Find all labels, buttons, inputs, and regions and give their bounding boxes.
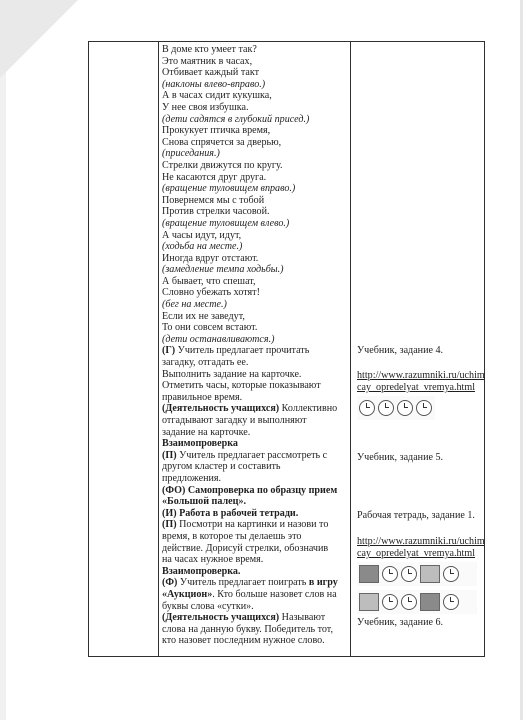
clock-icon (378, 400, 394, 416)
daily-routine-image-1 (357, 562, 477, 586)
text-line (162, 102, 348, 114)
text-fragment: Коллективно (279, 403, 338, 415)
text-fragment: кто назовет последним нужное слово. (162, 635, 325, 647)
text-fragment: правильное время. (162, 391, 243, 403)
text-line (162, 496, 348, 508)
text-line (162, 114, 348, 126)
text-line (162, 624, 348, 636)
textbook-task-6: Учебник, задание 6. (357, 617, 444, 628)
text-line (162, 264, 348, 276)
clocks-card-image (357, 396, 435, 420)
text-fragment: в игру (308, 577, 338, 589)
table-bottom-border (88, 656, 485, 657)
text-fragment: Отбивает каждый такт (162, 67, 260, 79)
text-fragment: другом кластер и составить (162, 461, 281, 473)
clock-icon (443, 566, 459, 582)
text-line (162, 218, 348, 230)
text-fragment: Отметить часы, которые показывают (162, 380, 321, 392)
text-fragment: «Большой палец». (162, 496, 247, 508)
text-fragment: (И) Работа в рабочей тетради. (162, 507, 299, 519)
text-line (162, 276, 348, 288)
text-fragment: . Кто больше назовет слов на (212, 588, 337, 600)
text-fragment: действие. Дорисуй стрелки, обозначив (162, 542, 329, 554)
scan-edge (0, 0, 6, 720)
text-line (162, 287, 348, 299)
text-line (162, 403, 348, 415)
text-line (162, 438, 348, 450)
text-fragment: (Деятельность учащихся) (162, 612, 280, 624)
text-line (162, 67, 348, 79)
text-fragment: (ходьба на месте.) (162, 241, 243, 253)
text-line (162, 369, 348, 381)
text-fragment: Прокукует птичка время, (162, 125, 271, 137)
folded-page-corner (0, 0, 78, 78)
routine-picture (359, 593, 379, 611)
text-fragment: отгадывают загадку и выполняют (162, 415, 307, 426)
text-line (162, 357, 348, 369)
text-line (162, 311, 348, 323)
text-fragment: на часах нужное время. (162, 554, 264, 566)
text-line (162, 519, 348, 531)
text-fragment: Повернемся мы с тобой (162, 194, 265, 206)
text-line (162, 392, 348, 404)
text-line (162, 206, 348, 218)
text-fragment: Если их не заведут, (162, 310, 245, 322)
text-fragment: предложения. (162, 472, 222, 484)
text-fragment: Снова спрячется за дверью, (162, 136, 282, 148)
text-fragment: Не касаются друг друга. (162, 171, 267, 183)
text-fragment: А бывает, что спешат, (162, 275, 256, 287)
text-line (162, 253, 348, 265)
text-line (162, 635, 348, 647)
text-fragment: В доме кто умеет так? (162, 44, 257, 55)
text-fragment: Это маятник в часах, (162, 55, 253, 67)
clock-icon (401, 594, 417, 610)
text-fragment: (замедление темпа ходьбы.) (162, 264, 284, 276)
table-left-border (88, 41, 89, 657)
text-line (162, 589, 348, 601)
text-fragment: время, в которое ты делаешь это (162, 530, 302, 542)
textbook-task-4: Учебник, задание 4. (357, 345, 444, 356)
routine-picture (420, 593, 440, 611)
table-divider-1 (158, 41, 159, 657)
text-line (162, 125, 348, 137)
text-line (162, 427, 348, 439)
textbook-task-5: Учебник, задание 5. (357, 452, 444, 463)
text-fragment: (ФО) Самопроверка по образцу прием (162, 484, 338, 496)
text-fragment: Иногда вдруг отстают. (162, 252, 259, 264)
text-fragment: Взаимопроверка. (162, 565, 241, 577)
text-fragment: Словно убежать хотят! (162, 287, 260, 299)
routine-picture (359, 565, 379, 583)
text-fragment: буквы слова «сутки». (162, 600, 254, 612)
routine-picture (420, 565, 440, 583)
text-fragment: (Г) (162, 345, 176, 357)
text-line (162, 508, 348, 520)
text-fragment: (вращение туловищем влево.) (162, 217, 290, 229)
text-fragment: Посмотри на картинки и назови то (176, 519, 329, 531)
text-fragment: То они совсем встают. (162, 322, 258, 334)
text-fragment: А часы идут, идут, (162, 229, 242, 241)
lesson-activity-text (162, 44, 348, 647)
resource-link-1a[interactable]: http://www.razumniki.ru/uchim (357, 370, 485, 381)
text-fragment: Учитель предлагает рассмотреть с (176, 449, 328, 461)
table-right-border (484, 41, 485, 657)
text-line (162, 299, 348, 311)
text-line (162, 137, 348, 149)
text-line (162, 554, 348, 566)
text-line (162, 450, 348, 462)
text-line (162, 79, 348, 91)
text-line (162, 380, 348, 392)
text-line (162, 473, 348, 485)
text-fragment: (Ф) (162, 577, 178, 589)
text-line (162, 461, 348, 473)
text-fragment: Против стрелки часовой. (162, 206, 270, 218)
text-fragment: Учитель предлагает прочитать (175, 345, 310, 357)
text-fragment: (вращение туловищем вправо.) (162, 183, 296, 195)
text-line (162, 172, 348, 184)
text-line (162, 345, 348, 357)
text-line (162, 195, 348, 207)
text-fragment: У нее своя избушка. (162, 101, 249, 113)
text-fragment: (Деятельность учащихся) (162, 403, 280, 415)
text-line (162, 485, 348, 497)
text-fragment: (бег на месте.) (162, 299, 227, 311)
resource-link-2b[interactable]: cay_opredelyat_vremya.html (357, 548, 475, 559)
clock-icon (397, 400, 413, 416)
resource-link-1b[interactable]: cay_opredelyat_vremya.html (357, 382, 475, 393)
text-line (162, 56, 348, 68)
text-line (162, 90, 348, 102)
text-line (162, 543, 348, 555)
text-fragment: (дети останавливаются.) (162, 333, 275, 345)
resource-link-2a[interactable]: http://www.razumniki.ru/uchim (357, 536, 485, 547)
text-fragment: (П) (162, 519, 177, 531)
text-line (162, 44, 348, 56)
text-line (162, 612, 348, 624)
clock-icon (382, 566, 398, 582)
text-line (162, 531, 348, 543)
text-line (162, 601, 348, 613)
clock-icon (382, 594, 398, 610)
text-line (162, 334, 348, 346)
clock-icon (401, 566, 417, 582)
text-line (162, 415, 348, 427)
text-fragment: (дети садятся в глубокий присед.) (162, 113, 310, 125)
text-fragment: Стрелки движутся по кругу. (162, 159, 283, 171)
text-fragment: Называют (279, 612, 326, 624)
workbook-task-1: Рабочая тетрадь, задание 1. (357, 510, 475, 521)
text-line (162, 577, 348, 589)
text-fragment: (П) (162, 449, 177, 461)
text-fragment: Выполнить задание на карточке. (162, 368, 302, 380)
text-fragment: «Аукцион» (162, 588, 213, 600)
table-divider-2 (350, 41, 351, 657)
text-fragment: А в часах сидит кукушка, (162, 90, 272, 102)
text-line (162, 566, 348, 578)
text-fragment: Учитель предлагает поиграть (177, 577, 309, 589)
clock-icon (443, 594, 459, 610)
text-fragment: (приседания.) (162, 148, 220, 160)
text-line (162, 183, 348, 195)
text-line (162, 322, 348, 334)
text-line (162, 160, 348, 172)
table-top-border (88, 41, 485, 42)
text-fragment: загадку, отгадать ее. (162, 357, 249, 369)
text-line (162, 241, 348, 253)
text-line (162, 230, 348, 242)
text-fragment: (наклоны влево-вправо.) (162, 78, 266, 90)
text-fragment: Взаимопроверка (162, 438, 238, 450)
text-line (162, 148, 348, 160)
text-fragment: слова на данную букву. Победитель тот, (162, 623, 333, 635)
text-fragment: задание на карточке. (162, 426, 251, 438)
clock-icon (359, 400, 375, 416)
clock-icon (416, 400, 432, 416)
daily-routine-image-2 (357, 590, 477, 614)
